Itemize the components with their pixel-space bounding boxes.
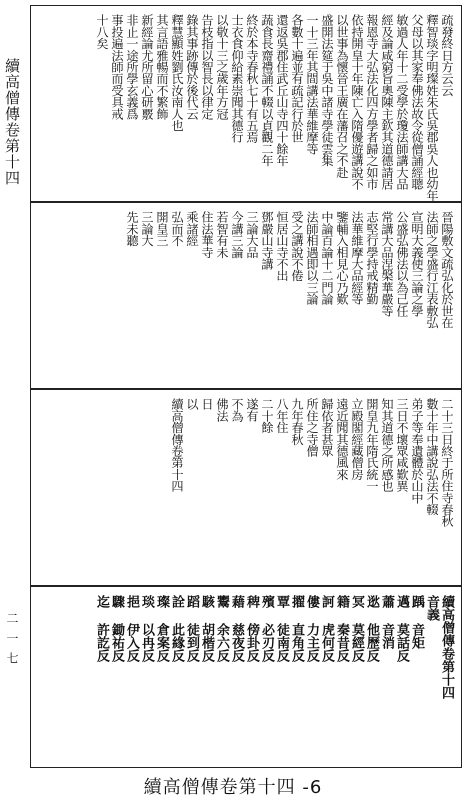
text-column: 籍 秦昔反 bbox=[334, 595, 349, 662]
text-column: 逖 他歷反 bbox=[364, 595, 379, 662]
text-column: 開皇九年隋氏統一 bbox=[365, 398, 379, 492]
text-column: 二十三日終于所住寺春秋 bbox=[440, 398, 454, 527]
text-column: 蕭 音消 bbox=[379, 595, 394, 649]
text-column: 新經論尤所留心研覈 bbox=[140, 14, 154, 120]
text-column: 今講三論 bbox=[230, 211, 244, 258]
text-column: 經及論咸窮旨奧陳主欽其道德請居 bbox=[380, 14, 394, 190]
text-column: 非止一途所學玄義爲 bbox=[125, 14, 139, 120]
text-column: 日 bbox=[200, 398, 214, 410]
text-column: 訶 虎何反 bbox=[319, 595, 334, 662]
text-column: 先未聽 bbox=[125, 211, 139, 247]
text-column: 鄧嚴山寺講 bbox=[260, 211, 274, 270]
text-column: 若智有未 bbox=[215, 211, 229, 258]
text-column: 駭 胡楷反 bbox=[199, 595, 214, 662]
text-column: 弘而不 bbox=[170, 211, 184, 247]
text-column: 法師之學盛行江表敷弘 bbox=[425, 211, 439, 328]
text-column: 數十年中講說弘法不輟 bbox=[425, 398, 439, 515]
text-column: 十八矣 bbox=[95, 14, 109, 50]
text-column: 疏發終日方云云 bbox=[440, 14, 454, 96]
text-column: 踽 音矩 bbox=[409, 595, 424, 649]
text-column: 音義 bbox=[424, 595, 439, 621]
text-column: 所住之寺僧 bbox=[305, 398, 319, 457]
text-column: 父母以其家奉佛法故令從僧誦經聰 bbox=[410, 14, 424, 190]
text-column: 冥 莫經反 bbox=[349, 595, 364, 662]
text-column: 其言語雅暢而不繁飾 bbox=[155, 14, 169, 120]
text-column: 弟子等奉遺體於山中 bbox=[410, 398, 424, 504]
text-panel-3 bbox=[30, 389, 462, 586]
text-column: 琰 以冉反 bbox=[139, 595, 154, 662]
text-column: 盛開法筵于吳中諸寺學徒雲集 bbox=[320, 14, 334, 167]
text-column: 覃 徒南反 bbox=[274, 595, 289, 662]
text-column: 志堅行學持戒精勤 bbox=[365, 211, 379, 305]
text-column: 一十三年其間講法華維摩等 bbox=[305, 14, 319, 155]
text-column: 終於本寺春秋七十有五焉 bbox=[245, 14, 259, 143]
page-caption: 續高僧傳卷第十四 -6 bbox=[143, 777, 323, 798]
text-column: 蹈 徒到反 bbox=[184, 595, 199, 662]
text-column: 僂 力主反 bbox=[304, 595, 319, 662]
text-column: 璨 倉案反 bbox=[154, 595, 169, 662]
panel-1-columns bbox=[39, 14, 454, 202]
text-column: 恒居山寺不出 bbox=[275, 211, 289, 282]
text-column: 三論大品 bbox=[245, 211, 259, 258]
text-column: 佛法 bbox=[215, 398, 229, 422]
text-column: 續高僧傳卷第十四 bbox=[439, 595, 454, 699]
text-column: 受之講說不倦 bbox=[290, 211, 304, 282]
text-column: 二十餘 bbox=[260, 398, 274, 434]
text-panel-2 bbox=[30, 202, 462, 389]
text-column: 遂有 bbox=[245, 398, 259, 422]
text-column: 開皇三 bbox=[155, 211, 169, 247]
text-column: 蔬食長齋禮誦不輟以貞觀二年 bbox=[260, 14, 274, 167]
text-column: 稗 傍卦反 bbox=[244, 595, 259, 662]
text-column: 擢 直角反 bbox=[289, 595, 304, 662]
text-column: 歸依者甚眾 bbox=[320, 398, 334, 457]
text-column: 藉 慈夜反 bbox=[229, 595, 244, 662]
text-column: 釋慧顯姓劉氏汝南人也 bbox=[170, 14, 184, 131]
text-column: 還返吳郡住武丘山寺四十餘年 bbox=[275, 14, 289, 167]
panel-2-columns bbox=[39, 211, 453, 380]
text-column: 住法華寺 bbox=[200, 211, 214, 258]
text-column: 法華維摩大品經等 bbox=[350, 211, 364, 305]
text-column: 中論百論十二門論 bbox=[320, 211, 334, 305]
text-column: 八年住 bbox=[275, 398, 289, 434]
text-column: 法師相遇即以三論 bbox=[305, 211, 319, 305]
text-column: 常講大品涅槃華嚴等 bbox=[380, 211, 394, 317]
text-column: 報恩寺大弘法化四方學者歸之如市 bbox=[365, 14, 379, 190]
text-column: 驟 鋤祐反 bbox=[109, 595, 124, 662]
text-column: 不為 bbox=[230, 398, 244, 422]
text-column: 殯 必刃反 bbox=[259, 595, 274, 662]
text-column: 士衣食仰給素崇聞其德行 bbox=[230, 14, 244, 143]
text-column: 以世事為懷晉王廣在藩召之不赴 bbox=[335, 14, 349, 178]
text-column: 鬻 余六反 bbox=[214, 595, 229, 662]
text-column: 知其道德之所感也 bbox=[380, 398, 394, 492]
text-column: 宣明大義使三論之學 bbox=[410, 211, 424, 317]
text-column: 晉陽敷文疏弘化於世在 bbox=[440, 211, 454, 328]
margin-title: 續高僧傳卷第十四 bbox=[3, 58, 21, 186]
text-column: 邁 莫話反 bbox=[394, 595, 409, 662]
text-column: 迄 許訖反 bbox=[94, 595, 109, 662]
text-column: 乘諸經 bbox=[185, 211, 199, 247]
text-column: 九年春秋 bbox=[290, 398, 304, 445]
text-column: 詮 此緣反 bbox=[169, 595, 184, 662]
text-column: 依持開皇十年陳亡入隋優遊講說不 bbox=[350, 14, 364, 190]
text-column: 敏過人年十二受學於瓊法師講大品 bbox=[395, 14, 409, 190]
text-column: 告枝指以智長以律定 bbox=[200, 14, 214, 120]
text-column: 以 bbox=[185, 398, 199, 410]
text-column: 以敬十三之歲年方冠 bbox=[215, 14, 229, 120]
text-column: 錄其事跡傳於後代云 bbox=[185, 14, 199, 120]
panel-4-columns bbox=[39, 595, 453, 759]
margin-page-number: 二一七 bbox=[5, 612, 19, 672]
text-panel-1 bbox=[30, 5, 462, 202]
text-column: 釋智琰字明璨姓朱氏吳郡吳人也幼年 bbox=[425, 14, 439, 202]
text-column: 各數十遍並有疏記行於世 bbox=[290, 14, 304, 143]
text-column: 公盛弘佛法以為己任 bbox=[395, 211, 409, 317]
text-column: 事投遍法師而受具戒 bbox=[110, 14, 124, 120]
text-column: 遠近聞其德風來 bbox=[335, 398, 349, 480]
text-panel-4 bbox=[30, 586, 462, 768]
text-column: 鑒輔入相見心乃歎 bbox=[335, 211, 349, 305]
text-column: 三論大 bbox=[140, 211, 154, 247]
text-column: 三日不壞眾咸歎異 bbox=[395, 398, 409, 492]
panel-3-columns bbox=[39, 398, 453, 577]
text-column: 立殿閣經藏僧房 bbox=[350, 398, 364, 480]
text-column: 挹 伊入反 bbox=[124, 595, 139, 662]
text-column: 續高僧傳卷第十四 bbox=[170, 398, 184, 492]
